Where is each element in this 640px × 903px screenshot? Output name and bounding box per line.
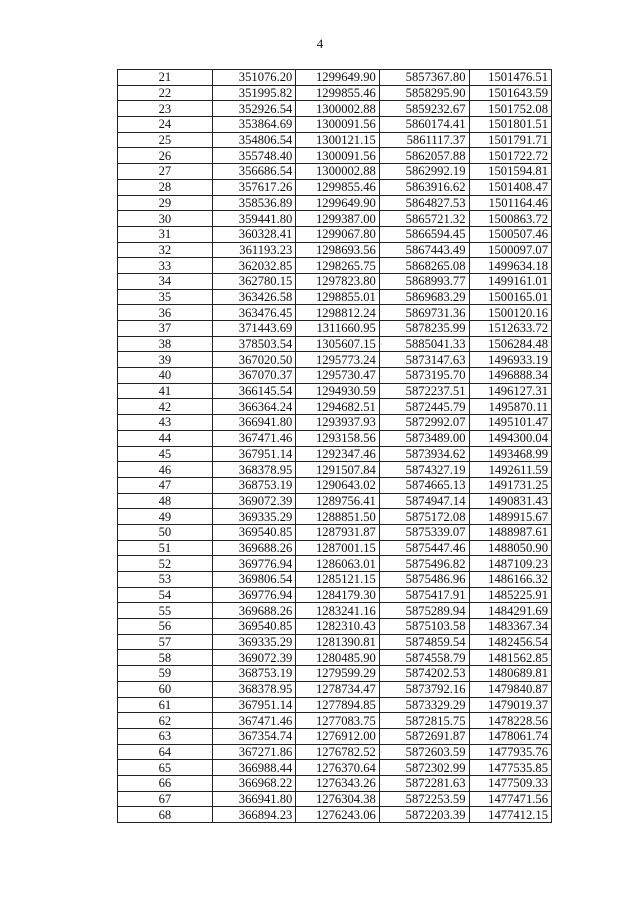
y1-cell: 1277083.75 — [296, 713, 380, 729]
point-number-cell: 51 — [118, 540, 213, 556]
y1-cell: 1300002.88 — [296, 101, 380, 117]
y2-cell: 1485225.91 — [469, 587, 552, 603]
y2-cell: 1501594.81 — [469, 164, 552, 180]
x2-cell: 5874202.53 — [379, 666, 469, 682]
y2-cell: 1499161.01 — [469, 273, 552, 289]
coordinates-table-body — [118, 70, 552, 823]
table-row — [118, 509, 552, 525]
x2-cell: 5866594.45 — [379, 226, 469, 242]
x2-cell: 5868265.08 — [379, 258, 469, 274]
point-number-cell: 36 — [118, 305, 213, 321]
x1-cell: 361193.23 — [212, 242, 296, 258]
point-number-cell: 26 — [118, 148, 213, 164]
y1-cell: 1299649.90 — [296, 195, 380, 211]
x1-cell: 353864.69 — [212, 117, 296, 133]
table-row — [118, 195, 552, 211]
table-row — [118, 446, 552, 462]
point-number-cell: 21 — [118, 70, 213, 86]
point-number-cell: 23 — [118, 101, 213, 117]
y2-cell: 1501476.51 — [469, 70, 552, 86]
point-number-cell: 43 — [118, 415, 213, 431]
table-row — [118, 681, 552, 697]
table-row — [118, 634, 552, 650]
point-number-cell: 68 — [118, 807, 213, 823]
table-row — [118, 226, 552, 242]
point-number-cell: 28 — [118, 179, 213, 195]
table-row — [118, 273, 552, 289]
x2-cell: 5875486.96 — [379, 572, 469, 588]
x2-cell: 5863916.62 — [379, 179, 469, 195]
y1-cell: 1305607.15 — [296, 336, 380, 352]
x1-cell: 368753.19 — [212, 666, 296, 682]
x1-cell: 367070.37 — [212, 368, 296, 384]
x2-cell: 5867443.49 — [379, 242, 469, 258]
y2-cell: 1496127.31 — [469, 383, 552, 399]
y2-cell: 1500120.16 — [469, 305, 552, 321]
x2-cell: 5875496.82 — [379, 556, 469, 572]
y1-cell: 1287931.87 — [296, 524, 380, 540]
x2-cell: 5872253.59 — [379, 791, 469, 807]
table-row — [118, 587, 552, 603]
table-row — [118, 352, 552, 368]
y1-cell: 1288851.50 — [296, 509, 380, 525]
y1-cell: 1276343.26 — [296, 775, 380, 791]
point-number-cell: 67 — [118, 791, 213, 807]
x1-cell: 362780.15 — [212, 273, 296, 289]
y2-cell: 1501643.59 — [469, 85, 552, 101]
point-number-cell: 24 — [118, 117, 213, 133]
y2-cell: 1479019.37 — [469, 697, 552, 713]
y2-cell: 1477509.33 — [469, 775, 552, 791]
point-number-cell: 42 — [118, 399, 213, 415]
coordinates-table — [117, 69, 552, 823]
x2-cell: 5869683.29 — [379, 289, 469, 305]
x1-cell: 357617.26 — [212, 179, 296, 195]
table-row — [118, 430, 552, 446]
x1-cell: 363476.45 — [212, 305, 296, 321]
x1-cell: 367354.74 — [212, 728, 296, 744]
table-row — [118, 85, 552, 101]
y2-cell: 1501408.47 — [469, 179, 552, 195]
x1-cell: 354806.54 — [212, 132, 296, 148]
point-number-cell: 59 — [118, 666, 213, 682]
y2-cell: 1501752.08 — [469, 101, 552, 117]
x2-cell: 5874665.13 — [379, 477, 469, 493]
y1-cell: 1300091.56 — [296, 117, 380, 133]
point-number-cell: 57 — [118, 634, 213, 650]
table-row — [118, 540, 552, 556]
y2-cell: 1495870.11 — [469, 399, 552, 415]
x2-cell: 5873329.29 — [379, 697, 469, 713]
table-row — [118, 807, 552, 823]
table-row — [118, 493, 552, 509]
y2-cell: 1500863.72 — [469, 211, 552, 227]
y1-cell: 1278734.47 — [296, 681, 380, 697]
table-row — [118, 368, 552, 384]
table-row — [118, 305, 552, 321]
x2-cell: 5885041.33 — [379, 336, 469, 352]
x2-cell: 5864827.53 — [379, 195, 469, 211]
point-number-cell: 34 — [118, 273, 213, 289]
y2-cell: 1482456.54 — [469, 634, 552, 650]
y1-cell: 1286063.01 — [296, 556, 380, 572]
y2-cell: 1488050.90 — [469, 540, 552, 556]
point-number-cell: 65 — [118, 760, 213, 776]
x2-cell: 5872281.63 — [379, 775, 469, 791]
table-row — [118, 117, 552, 133]
point-number-cell: 27 — [118, 164, 213, 180]
x1-cell: 368378.95 — [212, 462, 296, 478]
x1-cell: 367951.14 — [212, 446, 296, 462]
y1-cell: 1299067.80 — [296, 226, 380, 242]
point-number-cell: 60 — [118, 681, 213, 697]
y1-cell: 1298693.56 — [296, 242, 380, 258]
x1-cell: 367271.86 — [212, 744, 296, 760]
table-row — [118, 179, 552, 195]
x1-cell: 369776.94 — [212, 556, 296, 572]
point-number-cell: 33 — [118, 258, 213, 274]
x2-cell: 5875289.94 — [379, 603, 469, 619]
x1-cell: 367471.46 — [212, 430, 296, 446]
point-number-cell: 63 — [118, 728, 213, 744]
table-row — [118, 728, 552, 744]
x1-cell: 369688.26 — [212, 603, 296, 619]
y2-cell: 1501164.46 — [469, 195, 552, 211]
y1-cell: 1300091.56 — [296, 148, 380, 164]
y2-cell: 1477935.76 — [469, 744, 552, 760]
x2-cell: 5875103.58 — [379, 619, 469, 635]
x2-cell: 5858295.90 — [379, 85, 469, 101]
y1-cell: 1276782.52 — [296, 744, 380, 760]
point-number-cell: 32 — [118, 242, 213, 258]
x2-cell: 5860174.41 — [379, 117, 469, 133]
x2-cell: 5873489.00 — [379, 430, 469, 446]
y1-cell: 1281390.81 — [296, 634, 380, 650]
table-row — [118, 132, 552, 148]
point-number-cell: 47 — [118, 477, 213, 493]
point-number-cell: 44 — [118, 430, 213, 446]
x1-cell: 366894.23 — [212, 807, 296, 823]
y2-cell: 1512633.72 — [469, 321, 552, 337]
y1-cell: 1299855.46 — [296, 85, 380, 101]
y2-cell: 1495101.47 — [469, 415, 552, 431]
point-number-cell: 56 — [118, 619, 213, 635]
point-number-cell: 55 — [118, 603, 213, 619]
x1-cell: 366941.80 — [212, 791, 296, 807]
point-number-cell: 29 — [118, 195, 213, 211]
x2-cell: 5868993.77 — [379, 273, 469, 289]
x1-cell: 369540.85 — [212, 619, 296, 635]
y2-cell: 1487109.23 — [469, 556, 552, 572]
x2-cell: 5872603.59 — [379, 744, 469, 760]
y2-cell: 1493468.99 — [469, 446, 552, 462]
table-row — [118, 415, 552, 431]
x1-cell: 369776.94 — [212, 587, 296, 603]
x1-cell: 366364.24 — [212, 399, 296, 415]
table-row — [118, 70, 552, 86]
table-row — [118, 211, 552, 227]
point-number-cell: 45 — [118, 446, 213, 462]
y2-cell: 1492611.59 — [469, 462, 552, 478]
y1-cell: 1289756.41 — [296, 493, 380, 509]
x1-cell: 369540.85 — [212, 524, 296, 540]
y2-cell: 1489915.67 — [469, 509, 552, 525]
y2-cell: 1490831.43 — [469, 493, 552, 509]
table-row — [118, 791, 552, 807]
table-row — [118, 462, 552, 478]
x1-cell: 371443.69 — [212, 321, 296, 337]
page-number: 4 — [316, 36, 324, 51]
x2-cell: 5872445.79 — [379, 399, 469, 415]
y2-cell: 1501801.51 — [469, 117, 552, 133]
table-row — [118, 289, 552, 305]
x1-cell: 351995.82 — [212, 85, 296, 101]
point-number-cell: 30 — [118, 211, 213, 227]
x2-cell: 5875447.46 — [379, 540, 469, 556]
y2-cell: 1506284.48 — [469, 336, 552, 352]
table-row — [118, 524, 552, 540]
y2-cell: 1496888.34 — [469, 368, 552, 384]
y1-cell: 1287001.15 — [296, 540, 380, 556]
x2-cell: 5874327.19 — [379, 462, 469, 478]
y1-cell: 1298265.75 — [296, 258, 380, 274]
x2-cell: 5872992.07 — [379, 415, 469, 431]
x2-cell: 5872203.39 — [379, 807, 469, 823]
y1-cell: 1280485.90 — [296, 650, 380, 666]
point-number-cell: 22 — [118, 85, 213, 101]
x1-cell: 366145.54 — [212, 383, 296, 399]
y1-cell: 1290643.02 — [296, 477, 380, 493]
x2-cell: 5872815.75 — [379, 713, 469, 729]
x1-cell: 369072.39 — [212, 650, 296, 666]
y1-cell: 1283241.16 — [296, 603, 380, 619]
y1-cell: 1276304.38 — [296, 791, 380, 807]
x1-cell: 351076.20 — [212, 70, 296, 86]
x1-cell: 367951.14 — [212, 697, 296, 713]
y1-cell: 1282310.43 — [296, 619, 380, 635]
table-row — [118, 556, 552, 572]
y1-cell: 1295730.47 — [296, 368, 380, 384]
y2-cell: 1500097.07 — [469, 242, 552, 258]
y2-cell: 1500507.46 — [469, 226, 552, 242]
point-number-cell: 38 — [118, 336, 213, 352]
table-row — [118, 713, 552, 729]
table-row — [118, 336, 552, 352]
table-row — [118, 697, 552, 713]
point-number-cell: 66 — [118, 775, 213, 791]
x2-cell: 5857367.80 — [379, 70, 469, 86]
x2-cell: 5872302.99 — [379, 760, 469, 776]
table-row — [118, 477, 552, 493]
x2-cell: 5869731.36 — [379, 305, 469, 321]
y1-cell: 1294930.59 — [296, 383, 380, 399]
x1-cell: 369335.29 — [212, 634, 296, 650]
x2-cell: 5872237.51 — [379, 383, 469, 399]
x1-cell: 366988.44 — [212, 760, 296, 776]
x1-cell: 368753.19 — [212, 477, 296, 493]
table-row — [118, 399, 552, 415]
y1-cell: 1292347.46 — [296, 446, 380, 462]
point-number-cell: 40 — [118, 368, 213, 384]
y2-cell: 1494300.04 — [469, 430, 552, 446]
table-row — [118, 148, 552, 164]
y1-cell: 1311660.95 — [296, 321, 380, 337]
x2-cell: 5873195.70 — [379, 368, 469, 384]
y1-cell: 1276912.00 — [296, 728, 380, 744]
y2-cell: 1500165.01 — [469, 289, 552, 305]
point-number-cell: 25 — [118, 132, 213, 148]
point-number-cell: 52 — [118, 556, 213, 572]
point-number-cell: 61 — [118, 697, 213, 713]
point-number-cell: 41 — [118, 383, 213, 399]
x1-cell: 369806.54 — [212, 572, 296, 588]
y1-cell: 1295773.24 — [296, 352, 380, 368]
point-number-cell: 37 — [118, 321, 213, 337]
y2-cell: 1491731.25 — [469, 477, 552, 493]
y2-cell: 1486166.32 — [469, 572, 552, 588]
x1-cell: 369335.29 — [212, 509, 296, 525]
y2-cell: 1478061.74 — [469, 728, 552, 744]
point-number-cell: 39 — [118, 352, 213, 368]
table-row — [118, 572, 552, 588]
y1-cell: 1293158.56 — [296, 430, 380, 446]
y2-cell: 1483367.34 — [469, 619, 552, 635]
x2-cell: 5878235.99 — [379, 321, 469, 337]
y1-cell: 1299649.90 — [296, 70, 380, 86]
x2-cell: 5874558.79 — [379, 650, 469, 666]
point-number-cell: 62 — [118, 713, 213, 729]
point-number-cell: 49 — [118, 509, 213, 525]
y1-cell: 1300002.88 — [296, 164, 380, 180]
table-row — [118, 775, 552, 791]
x2-cell: 5874947.14 — [379, 493, 469, 509]
x2-cell: 5859232.67 — [379, 101, 469, 117]
x2-cell: 5872691.87 — [379, 728, 469, 744]
y1-cell: 1299855.46 — [296, 179, 380, 195]
x1-cell: 358536.89 — [212, 195, 296, 211]
y2-cell: 1501722.72 — [469, 148, 552, 164]
x2-cell: 5875339.07 — [379, 524, 469, 540]
table-row — [118, 383, 552, 399]
point-number-cell: 31 — [118, 226, 213, 242]
y2-cell: 1477412.15 — [469, 807, 552, 823]
point-number-cell: 35 — [118, 289, 213, 305]
point-number-cell: 46 — [118, 462, 213, 478]
x2-cell: 5862992.19 — [379, 164, 469, 180]
table-row — [118, 321, 552, 337]
point-number-cell: 53 — [118, 572, 213, 588]
y1-cell: 1299387.00 — [296, 211, 380, 227]
point-number-cell: 48 — [118, 493, 213, 509]
x2-cell: 5865721.32 — [379, 211, 469, 227]
x1-cell: 366968.22 — [212, 775, 296, 791]
y2-cell: 1480689.81 — [469, 666, 552, 682]
x1-cell: 368378.95 — [212, 681, 296, 697]
y2-cell: 1478228.56 — [469, 713, 552, 729]
x2-cell: 5873934.62 — [379, 446, 469, 462]
point-number-cell: 50 — [118, 524, 213, 540]
y2-cell: 1499634.18 — [469, 258, 552, 274]
y2-cell: 1477535.85 — [469, 760, 552, 776]
table-row — [118, 619, 552, 635]
y1-cell: 1298855.01 — [296, 289, 380, 305]
point-number-cell: 64 — [118, 744, 213, 760]
x1-cell: 363426.58 — [212, 289, 296, 305]
y2-cell: 1488987.61 — [469, 524, 552, 540]
point-number-cell: 54 — [118, 587, 213, 603]
x2-cell: 5873792.16 — [379, 681, 469, 697]
x1-cell: 359441.80 — [212, 211, 296, 227]
table-row — [118, 258, 552, 274]
y1-cell: 1300121.15 — [296, 132, 380, 148]
table-row — [118, 242, 552, 258]
table-row — [118, 760, 552, 776]
table-row — [118, 101, 552, 117]
x2-cell: 5862057.88 — [379, 148, 469, 164]
x2-cell: 5874859.54 — [379, 634, 469, 650]
y1-cell: 1277894.85 — [296, 697, 380, 713]
y2-cell: 1496933.19 — [469, 352, 552, 368]
y1-cell: 1279599.29 — [296, 666, 380, 682]
y1-cell: 1297823.80 — [296, 273, 380, 289]
y1-cell: 1298812.24 — [296, 305, 380, 321]
x1-cell: 355748.40 — [212, 148, 296, 164]
y2-cell: 1501791.71 — [469, 132, 552, 148]
x1-cell: 362032.85 — [212, 258, 296, 274]
table-row — [118, 164, 552, 180]
x1-cell: 369072.39 — [212, 493, 296, 509]
y1-cell: 1285121.15 — [296, 572, 380, 588]
x1-cell: 367471.46 — [212, 713, 296, 729]
y2-cell: 1481562.85 — [469, 650, 552, 666]
x1-cell: 366941.80 — [212, 415, 296, 431]
x1-cell: 367020.50 — [212, 352, 296, 368]
x1-cell: 360328.41 — [212, 226, 296, 242]
y1-cell: 1276370.64 — [296, 760, 380, 776]
y1-cell: 1291507.84 — [296, 462, 380, 478]
x1-cell: 352926.54 — [212, 101, 296, 117]
point-number-cell: 58 — [118, 650, 213, 666]
x2-cell: 5875417.91 — [379, 587, 469, 603]
y2-cell: 1479840.87 — [469, 681, 552, 697]
table-row — [118, 666, 552, 682]
x1-cell: 369688.26 — [212, 540, 296, 556]
table-row — [118, 603, 552, 619]
y1-cell: 1293937.93 — [296, 415, 380, 431]
x1-cell: 378503.54 — [212, 336, 296, 352]
y1-cell: 1294682.51 — [296, 399, 380, 415]
y1-cell: 1276243.06 — [296, 807, 380, 823]
y2-cell: 1484291.69 — [469, 603, 552, 619]
x2-cell: 5861117.37 — [379, 132, 469, 148]
x2-cell: 5875172.08 — [379, 509, 469, 525]
x2-cell: 5873147.63 — [379, 352, 469, 368]
y1-cell: 1284179.30 — [296, 587, 380, 603]
y2-cell: 1477471.56 — [469, 791, 552, 807]
x1-cell: 356686.54 — [212, 164, 296, 180]
table-row — [118, 650, 552, 666]
table-row — [118, 744, 552, 760]
